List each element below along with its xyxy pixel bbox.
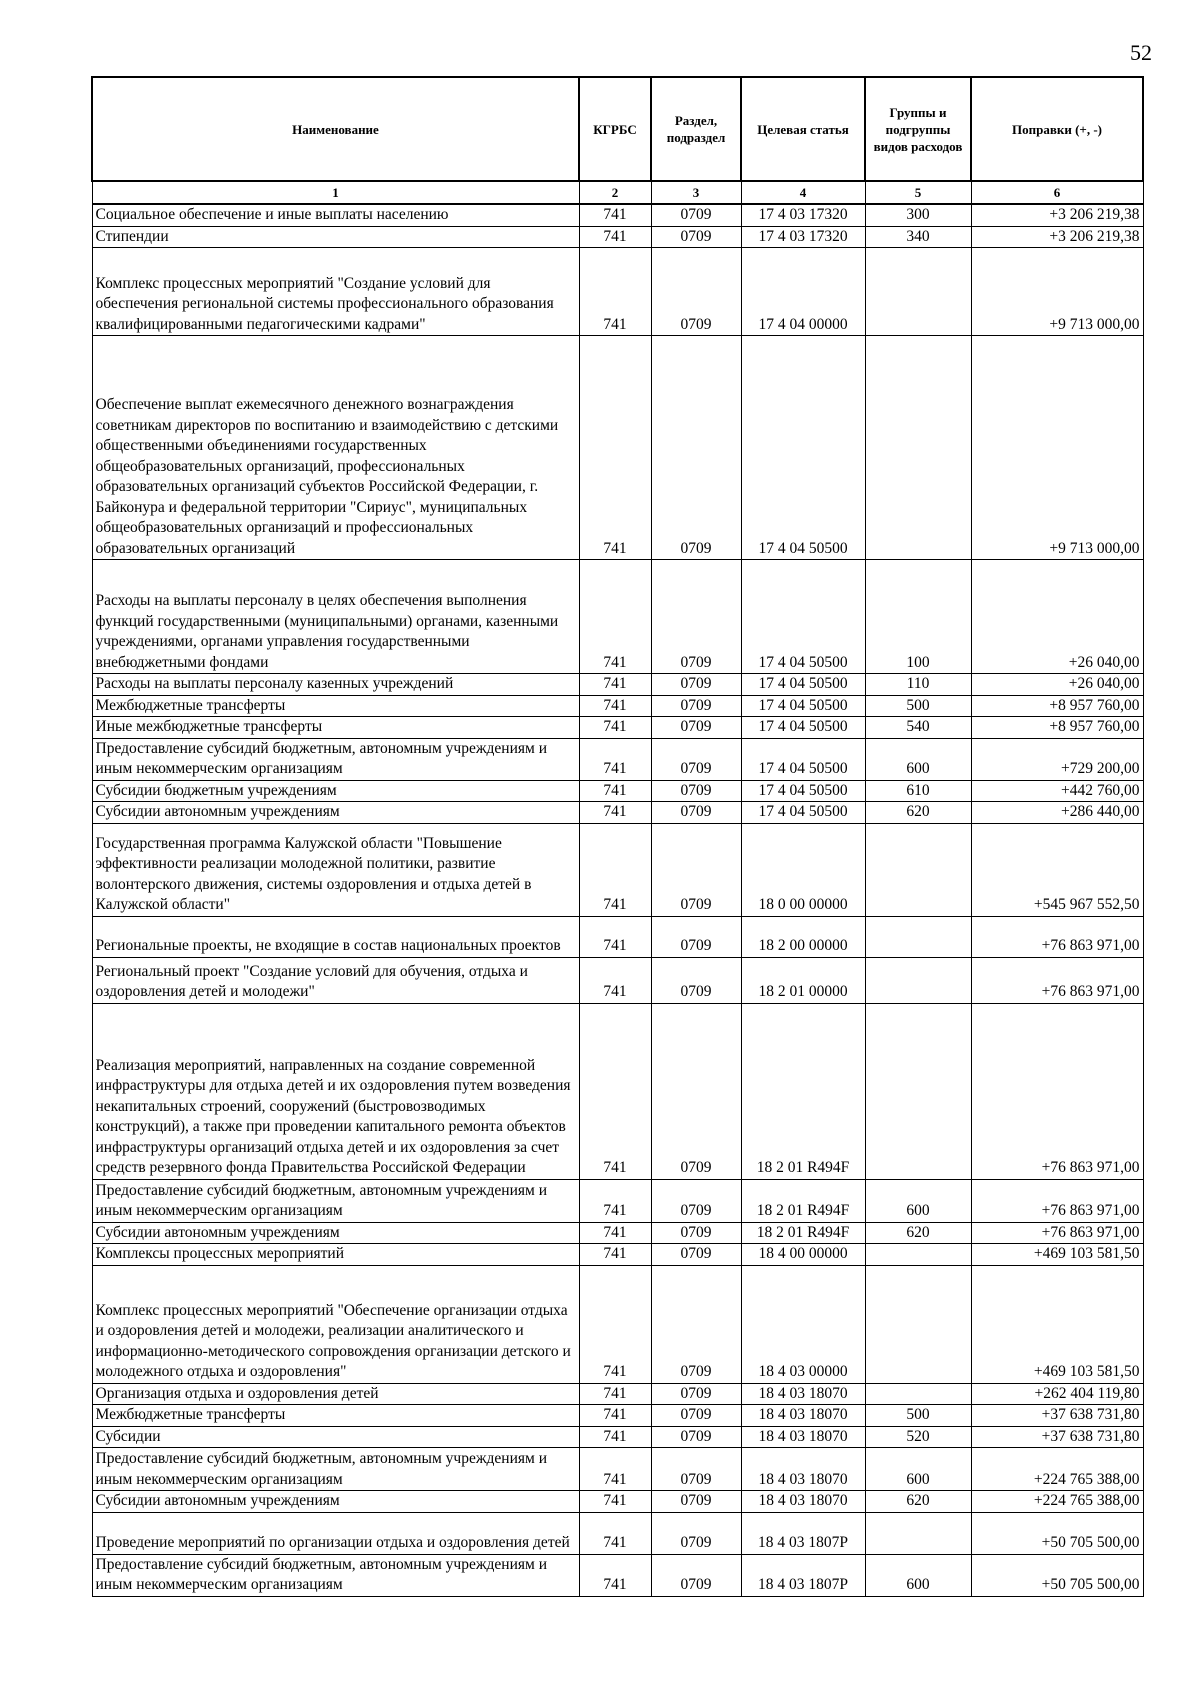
row-name: Субсидии автономным учреждениям — [92, 802, 579, 824]
row-kgrbs: 741 — [579, 738, 651, 780]
row-name: Предоставление субсидий бюджетным, автономным учреждениям и иным некоммерческим организациям — [92, 738, 579, 780]
row-name: Субсидии бюджетным учреждениям — [92, 780, 579, 802]
row-kgrbs: 741 — [579, 1383, 651, 1405]
row-target: 17 4 04 50500 — [741, 802, 865, 824]
row-kgrbs: 741 — [579, 1244, 651, 1266]
row-section: 0709 — [651, 1265, 741, 1383]
row-section: 0709 — [651, 204, 741, 226]
row-section: 0709 — [651, 957, 741, 1003]
row-amount: +76 863 971,00 — [971, 1179, 1143, 1222]
row-group: 540 — [865, 717, 971, 739]
row-target: 18 2 01 00000 — [741, 957, 865, 1003]
row-name: Региональный проект "Создание условий для обучения, отдыха и оздоровления детей и молодежи" — [92, 957, 579, 1003]
row-group: 340 — [865, 226, 971, 248]
row-amount: +442 760,00 — [971, 780, 1143, 802]
table-row — [92, 1003, 1143, 1179]
row-name: Предоставление субсидий бюджетным, автономным учреждениям и иным некоммерческим организациям — [92, 1448, 579, 1491]
header-name: Наименование — [92, 77, 579, 181]
row-section: 0709 — [651, 1512, 741, 1554]
row-target: 18 2 01 R494F — [741, 1003, 865, 1179]
row-kgrbs: 741 — [579, 1512, 651, 1554]
row-target: 18 4 03 18070 — [741, 1383, 865, 1405]
row-section: 0709 — [651, 1222, 741, 1244]
page-number: 52 — [1130, 40, 1152, 65]
row-amount: +37 638 731,80 — [971, 1405, 1143, 1427]
table-body — [92, 204, 1143, 1596]
row-section: 0709 — [651, 695, 741, 717]
row-target: 17 4 04 50500 — [741, 674, 865, 696]
table-row — [92, 1491, 1143, 1513]
row-group: 500 — [865, 695, 971, 717]
row-section: 0709 — [651, 1003, 741, 1179]
table-row — [92, 204, 1143, 226]
header-kgrbs: КГРБС — [579, 77, 651, 181]
row-amount: +8 957 760,00 — [971, 695, 1143, 717]
row-kgrbs: 741 — [579, 1003, 651, 1179]
row-amount: +26 040,00 — [971, 674, 1143, 696]
row-section: 0709 — [651, 226, 741, 248]
row-group — [865, 1003, 971, 1179]
row-name: Расходы на выплаты персоналу казенных учреждений — [92, 674, 579, 696]
row-group — [865, 957, 971, 1003]
row-kgrbs: 741 — [579, 1179, 651, 1222]
row-amount: +224 765 388,00 — [971, 1448, 1143, 1491]
row-section: 0709 — [651, 802, 741, 824]
row-kgrbs: 741 — [579, 1426, 651, 1448]
row-name: Предоставление субсидий бюджетным, автономным учреждениям и иным некоммерческим организациям — [92, 1179, 579, 1222]
row-kgrbs: 741 — [579, 1448, 651, 1491]
column-number: 6 — [971, 181, 1143, 204]
row-target: 17 4 04 50500 — [741, 717, 865, 739]
column-number: 1 — [92, 181, 579, 204]
row-group: 620 — [865, 802, 971, 824]
header-amendments: Поправки (+, -) — [971, 77, 1143, 181]
row-group — [865, 1512, 971, 1554]
row-amount: +729 200,00 — [971, 738, 1143, 780]
row-section: 0709 — [651, 738, 741, 780]
table-row — [92, 802, 1143, 824]
row-name: Комплексы процессных мероприятий — [92, 1244, 579, 1266]
row-section: 0709 — [651, 1179, 741, 1222]
row-target: 18 2 00 00000 — [741, 916, 865, 957]
row-name: Стипендии — [92, 226, 579, 248]
row-group — [865, 823, 971, 916]
row-name: Обеспечение выплат ежемесячного денежного вознаграждения советникам директоров по воспитанию и взаимодействию с детскими общественными объединениями государственных общеобразовательных организаций, профессиональных образовательных организаций субъектов Российской Федерации, г. Байконура и федеральной территории "Сириус", муниципальных общеобразовательных организаций и профессиональных образовательных организаций — [92, 336, 579, 560]
row-name: Организация отдыха и оздоровления детей — [92, 1383, 579, 1405]
row-group — [865, 1383, 971, 1405]
row-kgrbs: 741 — [579, 560, 651, 674]
row-section: 0709 — [651, 248, 741, 336]
row-group: 610 — [865, 780, 971, 802]
column-number: 3 — [651, 181, 741, 204]
row-target: 18 4 03 18070 — [741, 1426, 865, 1448]
header-row — [92, 77, 1143, 181]
row-amount: +76 863 971,00 — [971, 1003, 1143, 1179]
row-kgrbs: 741 — [579, 226, 651, 248]
row-section: 0709 — [651, 717, 741, 739]
row-kgrbs: 741 — [579, 674, 651, 696]
row-name: Субсидии автономным учреждениям — [92, 1222, 579, 1244]
row-name: Предоставление субсидий бюджетным, автономным учреждениям и иным некоммерческим организациям — [92, 1554, 579, 1596]
row-kgrbs: 741 — [579, 1265, 651, 1383]
table-row — [92, 717, 1143, 739]
row-section: 0709 — [651, 1383, 741, 1405]
row-target: 17 4 04 50500 — [741, 695, 865, 717]
row-amount: +545 967 552,50 — [971, 823, 1143, 916]
row-target: 17 4 04 50500 — [741, 780, 865, 802]
row-target: 18 4 03 1807P — [741, 1554, 865, 1596]
row-kgrbs: 741 — [579, 1491, 651, 1513]
row-section: 0709 — [651, 560, 741, 674]
row-group — [865, 1244, 971, 1266]
row-section: 0709 — [651, 1448, 741, 1491]
row-amount: +37 638 731,80 — [971, 1426, 1143, 1448]
row-section: 0709 — [651, 674, 741, 696]
table-row — [92, 336, 1143, 560]
row-target: 18 4 03 18070 — [741, 1405, 865, 1427]
row-name: Иные межбюджетные трансферты — [92, 717, 579, 739]
row-amount: +224 765 388,00 — [971, 1491, 1143, 1513]
header-target: Целевая статья — [741, 77, 865, 181]
row-name: Расходы на выплаты персоналу в целях обеспечения выполнения функций государственными (муниципальными) органами, казенными учреждениями, органами управления государственными внебюджетными фондами — [92, 560, 579, 674]
row-amount: +3 206 219,38 — [971, 204, 1143, 226]
row-amount: +9 713 000,00 — [971, 248, 1143, 336]
table-row — [92, 1426, 1143, 1448]
row-kgrbs: 741 — [579, 695, 651, 717]
row-name: Проведение мероприятий по организации отдыха и оздоровления детей — [92, 1512, 579, 1554]
row-kgrbs: 741 — [579, 823, 651, 916]
row-group: 600 — [865, 1179, 971, 1222]
table-row — [92, 1405, 1143, 1427]
row-section: 0709 — [651, 916, 741, 957]
row-target: 17 4 04 00000 — [741, 248, 865, 336]
row-amount: +26 040,00 — [971, 560, 1143, 674]
row-name: Региональные проекты, не входящие в состав национальных проектов — [92, 916, 579, 957]
row-section: 0709 — [651, 1426, 741, 1448]
row-kgrbs: 741 — [579, 780, 651, 802]
column-number-row — [92, 181, 1143, 204]
row-target: 18 0 00 00000 — [741, 823, 865, 916]
table-row — [92, 248, 1143, 336]
row-group: 620 — [865, 1222, 971, 1244]
row-section: 0709 — [651, 1405, 741, 1427]
row-target: 17 4 04 50500 — [741, 560, 865, 674]
table-row — [92, 780, 1143, 802]
table-row — [92, 1244, 1143, 1266]
row-group — [865, 916, 971, 957]
row-name: Комплекс процессных мероприятий "Обеспечение организации отдыха и оздоровления детей и молодежи, реализации аналитического и информационно-методического сопровождения организации детского и молодежного отдыха и оздоровления" — [92, 1265, 579, 1383]
row-kgrbs: 741 — [579, 336, 651, 560]
table-row — [92, 674, 1143, 696]
row-kgrbs: 741 — [579, 204, 651, 226]
row-section: 0709 — [651, 780, 741, 802]
row-amount: +262 404 119,80 — [971, 1383, 1143, 1405]
row-kgrbs: 741 — [579, 802, 651, 824]
row-target: 18 4 00 00000 — [741, 1244, 865, 1266]
row-kgrbs: 741 — [579, 1222, 651, 1244]
header-groups: Группы и подгруппы видов расходов — [865, 77, 971, 181]
row-kgrbs: 741 — [579, 1405, 651, 1427]
table-row — [92, 560, 1143, 674]
table-row — [92, 1383, 1143, 1405]
row-target: 18 4 03 00000 — [741, 1265, 865, 1383]
row-amount: +50 705 500,00 — [971, 1512, 1143, 1554]
row-group: 600 — [865, 1448, 971, 1491]
table-row — [92, 1222, 1143, 1244]
row-group — [865, 1265, 971, 1383]
row-target: 18 2 01 R494F — [741, 1179, 865, 1222]
row-amount: +9 713 000,00 — [971, 336, 1143, 560]
row-target: 17 4 03 17320 — [741, 226, 865, 248]
header-section: Раздел, подраздел — [651, 77, 741, 181]
table-row — [92, 1265, 1143, 1383]
row-name: Субсидии — [92, 1426, 579, 1448]
row-group: 300 — [865, 204, 971, 226]
row-target: 17 4 03 17320 — [741, 204, 865, 226]
row-group: 620 — [865, 1491, 971, 1513]
row-name: Реализация мероприятий, направленных на создание современной инфраструктуры для отдыха детей и их оздоровления путем возведения некапитальных строений, сооружений (быстровозводимых конструкций), а также при проведении капитального ремонта объектов инфраструктуры организаций отдыха детей и их оздоровления за счет средств резервного фонда Правительства Российской Федерации — [92, 1003, 579, 1179]
row-amount: +469 103 581,50 — [971, 1244, 1143, 1266]
row-target: 17 4 04 50500 — [741, 336, 865, 560]
row-group: 500 — [865, 1405, 971, 1427]
row-group — [865, 248, 971, 336]
row-group: 520 — [865, 1426, 971, 1448]
table-row — [92, 1512, 1143, 1554]
row-target: 18 4 03 1807P — [741, 1512, 865, 1554]
row-name: Субсидии автономным учреждениям — [92, 1491, 579, 1513]
row-target: 18 4 03 18070 — [741, 1448, 865, 1491]
row-amount: +286 440,00 — [971, 802, 1143, 824]
row-section: 0709 — [651, 1554, 741, 1596]
row-group: 600 — [865, 738, 971, 780]
table-row — [92, 226, 1143, 248]
row-group — [865, 336, 971, 560]
row-target: 17 4 04 50500 — [741, 738, 865, 780]
row-kgrbs: 741 — [579, 957, 651, 1003]
table-row — [92, 957, 1143, 1003]
row-section: 0709 — [651, 1491, 741, 1513]
table-row — [92, 738, 1143, 780]
row-name: Государственная программа Калужской области "Повышение эффективности реализации молодежной политики, развитие волонтерского движения, системы оздоровления и отдыха детей в Калужской области" — [92, 823, 579, 916]
table-row — [92, 1179, 1143, 1222]
row-name: Комплекс процессных мероприятий "Создание условий для обеспечения региональной системы профессионального образования квалифицированными педагогическими кадрами" — [92, 248, 579, 336]
table-row — [92, 823, 1143, 916]
table-row — [92, 1448, 1143, 1491]
row-amount: +469 103 581,50 — [971, 1265, 1143, 1383]
row-name: Межбюджетные трансферты — [92, 1405, 579, 1427]
row-group: 600 — [865, 1554, 971, 1596]
column-number: 4 — [741, 181, 865, 204]
row-section: 0709 — [651, 336, 741, 560]
row-amount: +8 957 760,00 — [971, 717, 1143, 739]
row-amount: +76 863 971,00 — [971, 957, 1143, 1003]
row-group: 110 — [865, 674, 971, 696]
row-name: Межбюджетные трансферты — [92, 695, 579, 717]
row-kgrbs: 741 — [579, 717, 651, 739]
row-amount: +76 863 971,00 — [971, 1222, 1143, 1244]
row-name: Социальное обеспечение и иные выплаты населению — [92, 204, 579, 226]
budget-amendments-table — [91, 76, 1144, 1597]
row-amount: +50 705 500,00 — [971, 1554, 1143, 1596]
row-target: 18 4 03 18070 — [741, 1491, 865, 1513]
row-section: 0709 — [651, 823, 741, 916]
row-amount: +3 206 219,38 — [971, 226, 1143, 248]
row-group: 100 — [865, 560, 971, 674]
row-kgrbs: 741 — [579, 916, 651, 957]
row-kgrbs: 741 — [579, 248, 651, 336]
table-row — [92, 695, 1143, 717]
row-amount: +76 863 971,00 — [971, 916, 1143, 957]
row-section: 0709 — [651, 1244, 741, 1266]
table-row — [92, 1554, 1143, 1596]
row-target: 18 2 01 R494F — [741, 1222, 865, 1244]
column-number: 2 — [579, 181, 651, 204]
table-row — [92, 916, 1143, 957]
column-number: 5 — [865, 181, 971, 204]
row-kgrbs: 741 — [579, 1554, 651, 1596]
